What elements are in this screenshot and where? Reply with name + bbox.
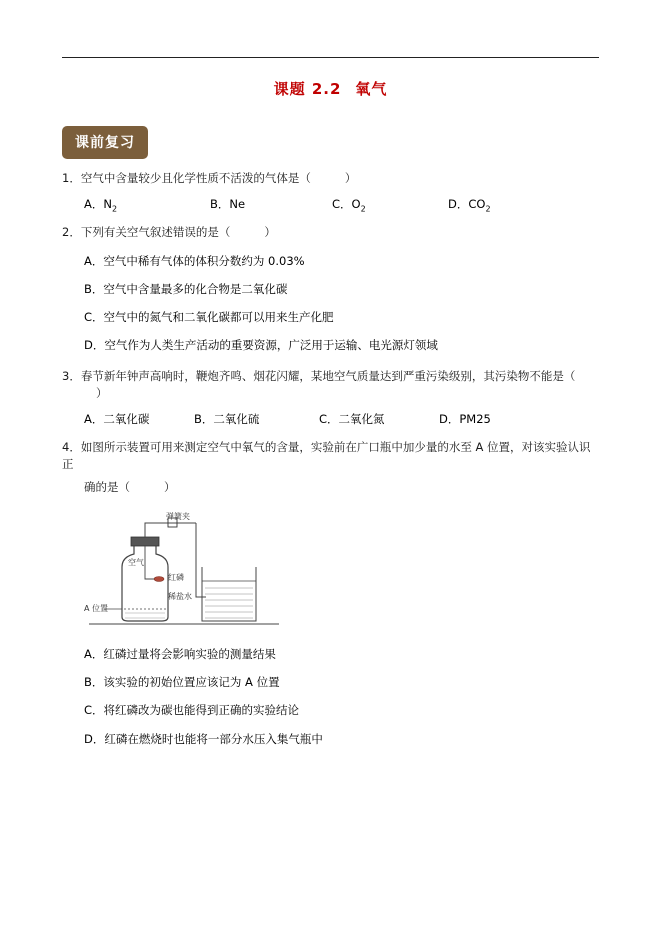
header-divider [62, 57, 599, 58]
option-2-a: A．空气中稀有气体的体积分数约为 0.03% [84, 253, 305, 268]
questions-container [62, 170, 599, 748]
question-2 [62, 224, 599, 241]
figure-label-air: 空气 [128, 557, 144, 567]
figure-label-water: 稀盐水 [168, 591, 192, 601]
question-2-options [84, 253, 599, 355]
figure-label-phosphorus: 红磷 [168, 572, 184, 582]
option-4-a: A．红磷过量将会影响实验的测量结果 [84, 646, 276, 661]
apparatus-diagram [84, 509, 284, 634]
page-title [0, 78, 661, 99]
question-4-options [84, 646, 599, 748]
option-3-a: A．二氧化碳 [84, 412, 150, 426]
page-title-sub: 氧气 [355, 80, 388, 98]
option-1-d: D．$CO_2$ [448, 197, 491, 214]
question-3 [62, 368, 599, 403]
page-title-main: 课题 2.2 [273, 80, 342, 98]
option-4-d: D．红磷在燃烧时也能将一部分水压入集气瓶中 [84, 731, 323, 746]
option-1-b: B．Ne [210, 197, 246, 212]
question-1-options [84, 196, 599, 214]
question-1-text: 1．空气中含量较少且化学性质不活泼的气体是（ ） [62, 171, 357, 185]
figure-label-position: A 位置 [84, 603, 109, 613]
question-3-options [84, 411, 599, 426]
option-3-b: B．二氧化硫 [194, 412, 260, 426]
question-4-text: 4．如图所示装置可用来测定空气中氧气的含量，实验前在广口瓶中加少量的水至 A 位置，对该实验认识正 [62, 440, 591, 472]
section-badge: 课前复习 [62, 126, 148, 159]
option-2-c: C．空气中的氮气和二氧化碳都可以用来生产化肥 [84, 310, 334, 324]
option-1-a: A．$N_2$ [84, 197, 118, 214]
option-3-c: C．二氧化氮 [319, 412, 385, 426]
option-4-c: C．将红磷改为碳也能得到正确的实验结论 [84, 703, 300, 718]
question-4 [62, 439, 599, 496]
option-3-d: D．PM25 [439, 412, 491, 426]
option-1-c: C．$O_2$ [332, 197, 366, 214]
experiment-figure [84, 509, 284, 634]
question-3-text: 3．春节新年钟声高响时，鞭炮齐鸣、烟花闪耀，某地空气质量达到严重污染级别，其污染物不能是（） [62, 368, 576, 400]
option-4-b: B．该实验的初始位置应该记为 A 位置 [84, 675, 280, 689]
question-1 [62, 170, 599, 187]
option-2-d: D．空气作为人类生产活动的重要资源，广泛用于运输、电光源灯领域 [84, 338, 438, 353]
question-4-text-line2: 确的是（ ） [84, 479, 176, 494]
figure-label-clamp: 弹簧夹 [166, 511, 190, 521]
option-2-b: B．空气中含量最多的化合物是二氧化碳 [84, 281, 288, 296]
question-2-text: 2．下列有关空气叙述错误的是（ ） [62, 225, 276, 240]
